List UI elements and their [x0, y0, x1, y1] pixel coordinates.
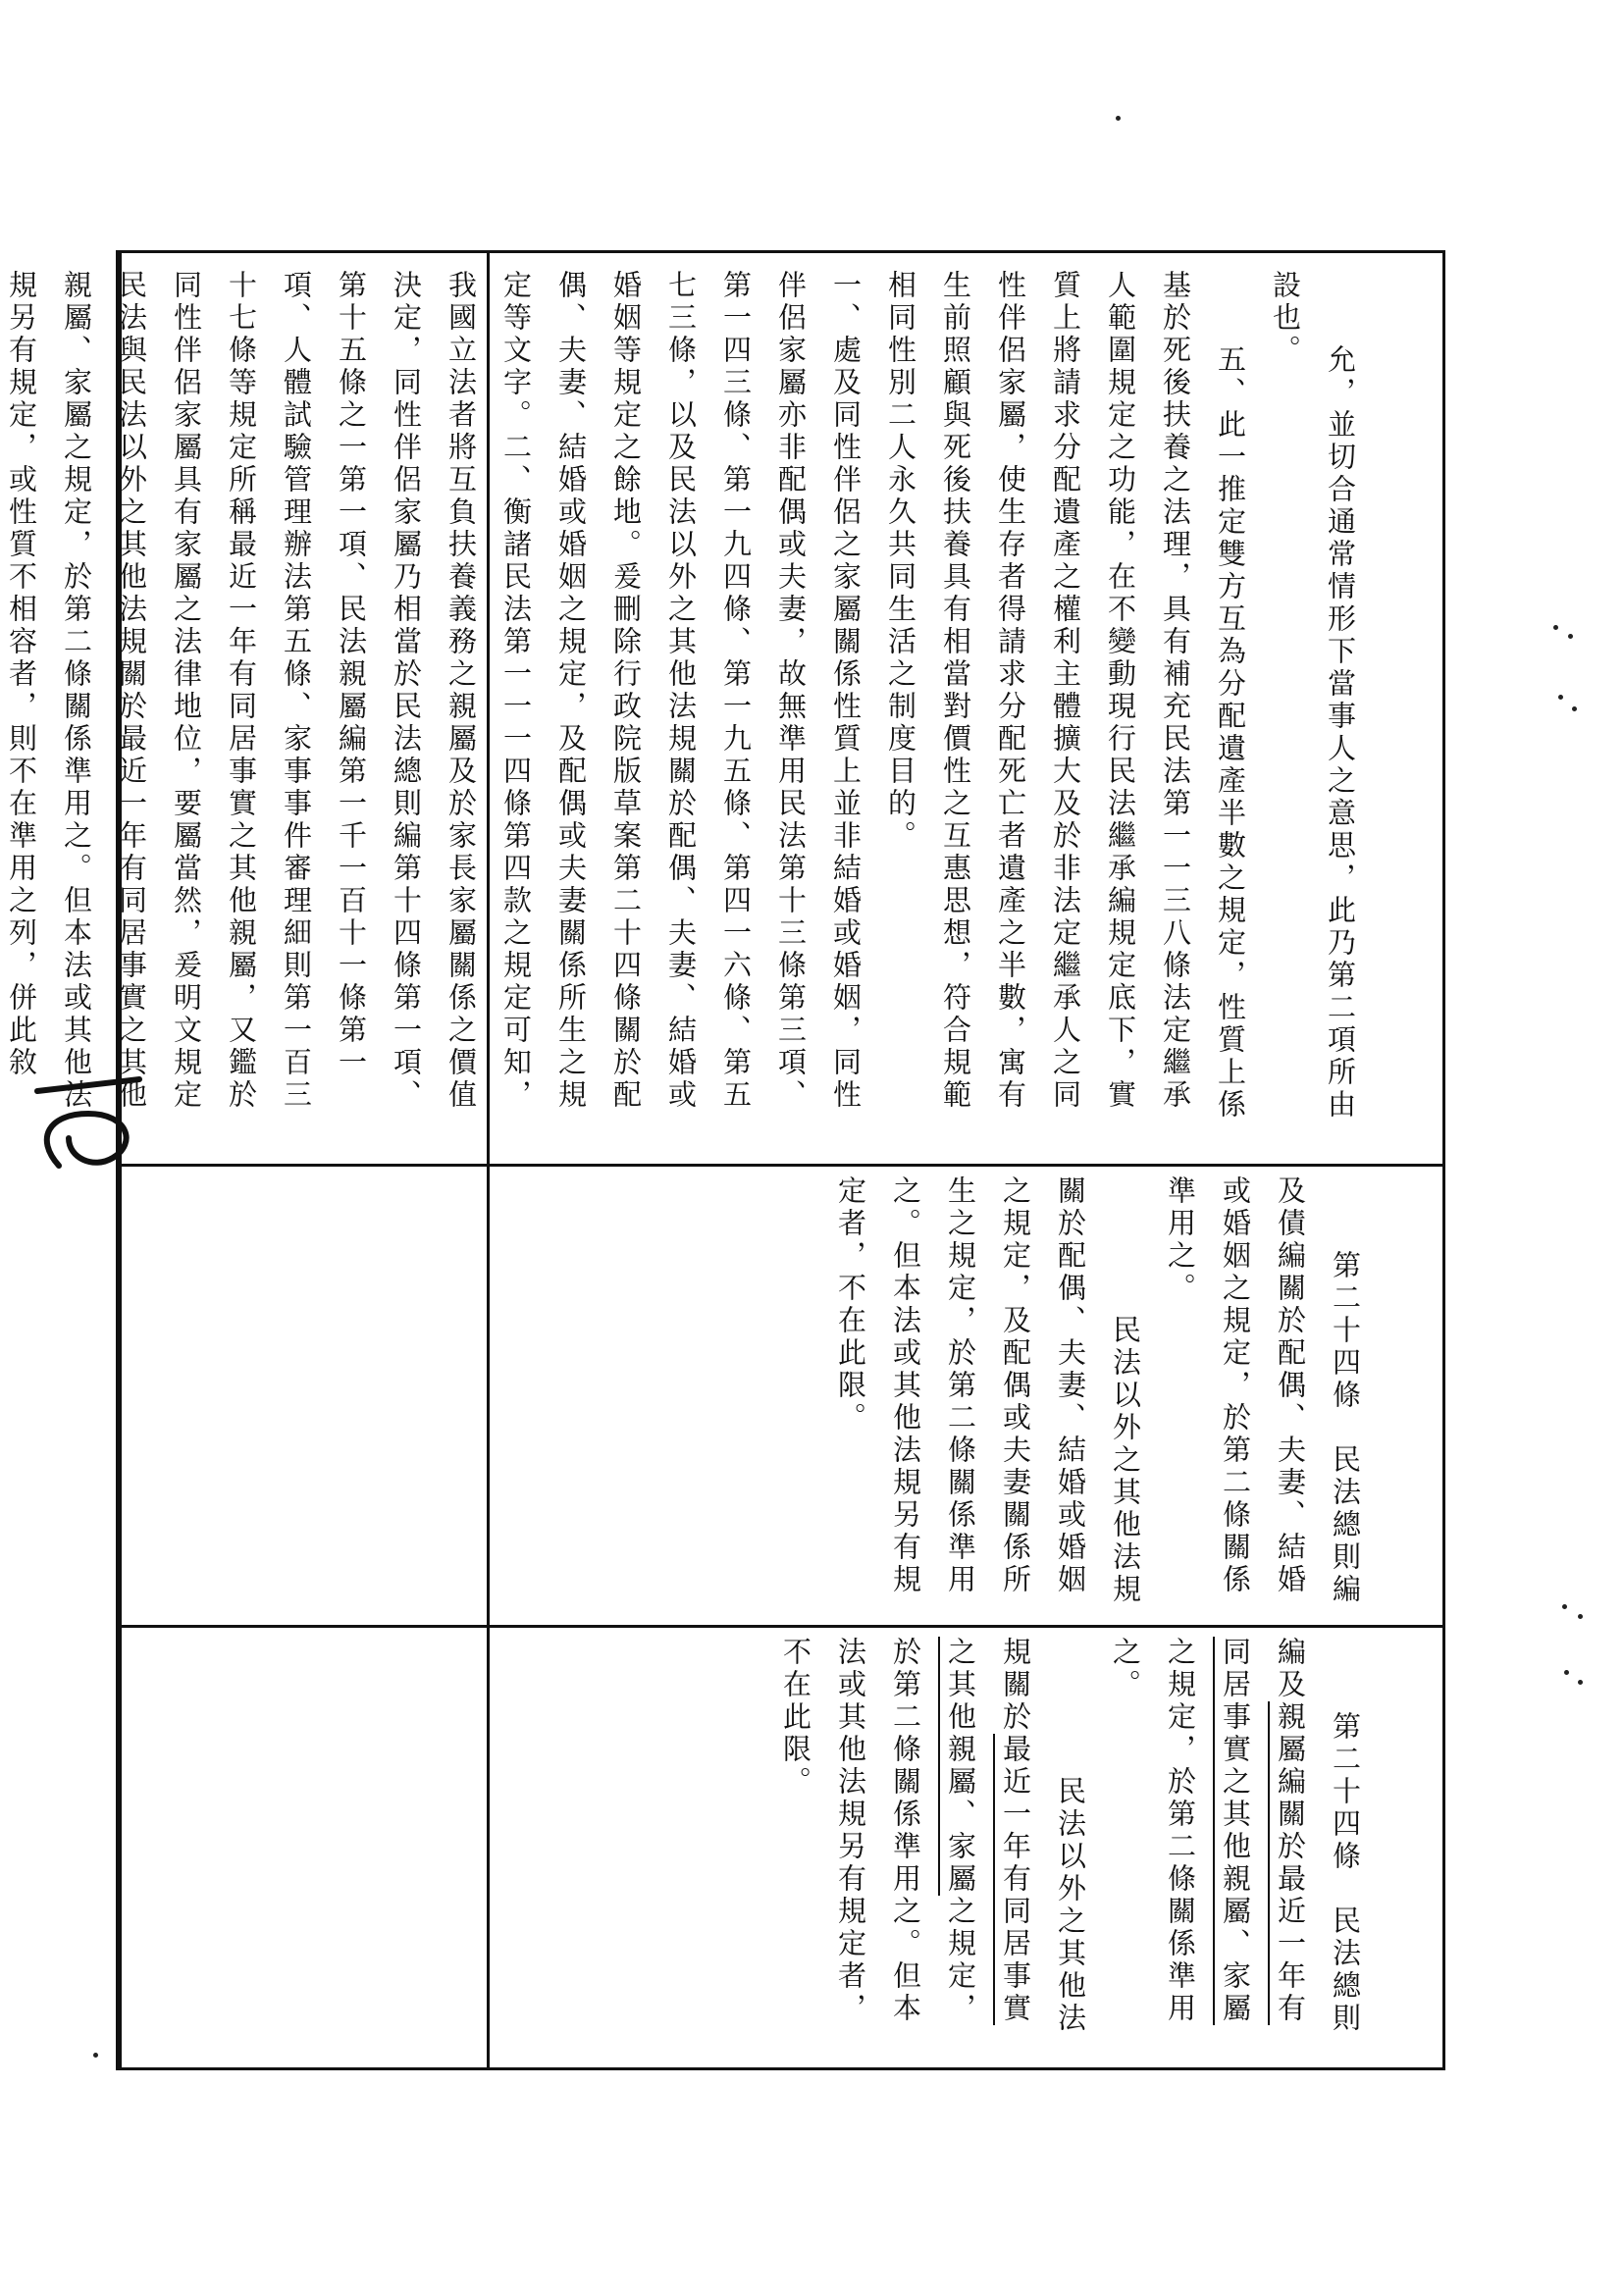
scan-speck: [1562, 1604, 1567, 1609]
explanation-column-lower: [496, 270, 505, 280]
scan-speck: [1558, 695, 1563, 700]
reference-column: [496, 1175, 1428, 1622]
scan-speck: [1572, 706, 1577, 711]
explanation-continuation: 允，並切合通常情形下當事人之意思，此乃第二項所由設也。: [1269, 270, 1357, 1122]
scan-speck: [1116, 116, 1121, 121]
reference-para-2: 民法以外之其他法規關於配偶、夫妻、結婚或婚姻之規定，及配偶或夫妻關係所生之規定，於第二條關係準用之。但本法或其他法規另有規定者，不在此限。: [834, 1175, 1142, 1606]
proposed-column: [496, 1637, 1428, 2054]
scan-speck: [93, 2053, 98, 2058]
proposed-para1-d: 之規定，於第二條關係準用之。: [1109, 1637, 1197, 2025]
proposed-para1-b: 親屬編關於: [1274, 1701, 1307, 1863]
proposed-para1-c: 最近一年有同居事實之其他親屬、家屬: [1219, 1637, 1307, 2025]
scan-speck: [1578, 1614, 1583, 1619]
scan-speck: [1553, 625, 1558, 630]
proposed-para2-a: 民法以外之其他法規關於: [999, 1637, 1087, 2035]
proposed-para2-c: 之規定，於第二條關係準用之。但本法或其他法規另有規定者，不在此限。: [779, 1637, 977, 2025]
explanation-column: [5, 270, 1423, 1143]
proposed-para2-b: 最近一年有同居事實之其他親屬、家屬: [944, 1637, 1032, 2025]
explanation-item-5: 五、此一推定雙方互為分配遺產半數之規定，性質上係基於死後扶養之法理，具有補充民法第一一三八條法定繼承人範圍規定之功能，在不變動現行民法繼承編規定底下，實質上將請求分配遺產之權利主體擴大及於非法定繼承人之同性伴侶家屬，使生存者得請求分配死亡者遺產之半數，寓有生前照顧與死後扶養具有相當對價性之互惠思想，符合規範相同性別二人永久共同生活之制度目的。: [884, 270, 1247, 1122]
column-divider-1: [119, 1164, 1442, 1167]
scan-speck: [1578, 1680, 1583, 1685]
reference-para-1: 第二十四條 民法總則編及債編關於配偶、夫妻、結婚或婚姻之規定，於第二條關係準用之。: [1164, 1175, 1362, 1606]
proposed-para1-a: 第二十四條 民法總則編及: [1274, 1637, 1362, 2035]
explanation-item-1: 一、處及同性伴侶之家屬關係性質上並非結婚或婚姻，同性伴侶家屬亦非配偶或夫妻，故無準用民法第十三條第三項、第一四三條、第一九四條、第一九五條、第四一六條、第五七三條，以及民法以外之其他法規關於配偶、夫妻、結婚或婚姻等規定之餘地。爰刪除行政院版草案第二十四條關於配偶、夫妻、結婚或婚姻之規定，及配偶或夫妻關係所生之規定等文字。: [499, 270, 863, 1112]
scan-speck: [1564, 1670, 1569, 1675]
column-divider-2: [119, 1625, 1442, 1628]
scan-speck: [1568, 634, 1573, 639]
explanation-item-2: 二、衡諸民法第一一一四條第四款之規定可知，我國立法者將互負扶養義務之親屬及於家長家屬關係之價值決定，同性伴侶家屬乃相當於民法總則編第十四條第一項、第十五條之一第一項、民法親屬編第一千一百十一條第一項、人體試驗管理辦法第五條、家事事件審理細則第一百三十七條等規定所稱最近一年有同居事實之其他親屬，又鑑於同性伴侶家屬具有家屬之法律地位，要屬當然，爰明文規定民法與民法以外之其他法規關於最近一年有同居事實之其他親屬、家屬之規定，於第二條關係準用之。但本法或其他法規另有規定，或性質不相容者，則不在準用之列，併此敘: [5, 270, 533, 1112]
